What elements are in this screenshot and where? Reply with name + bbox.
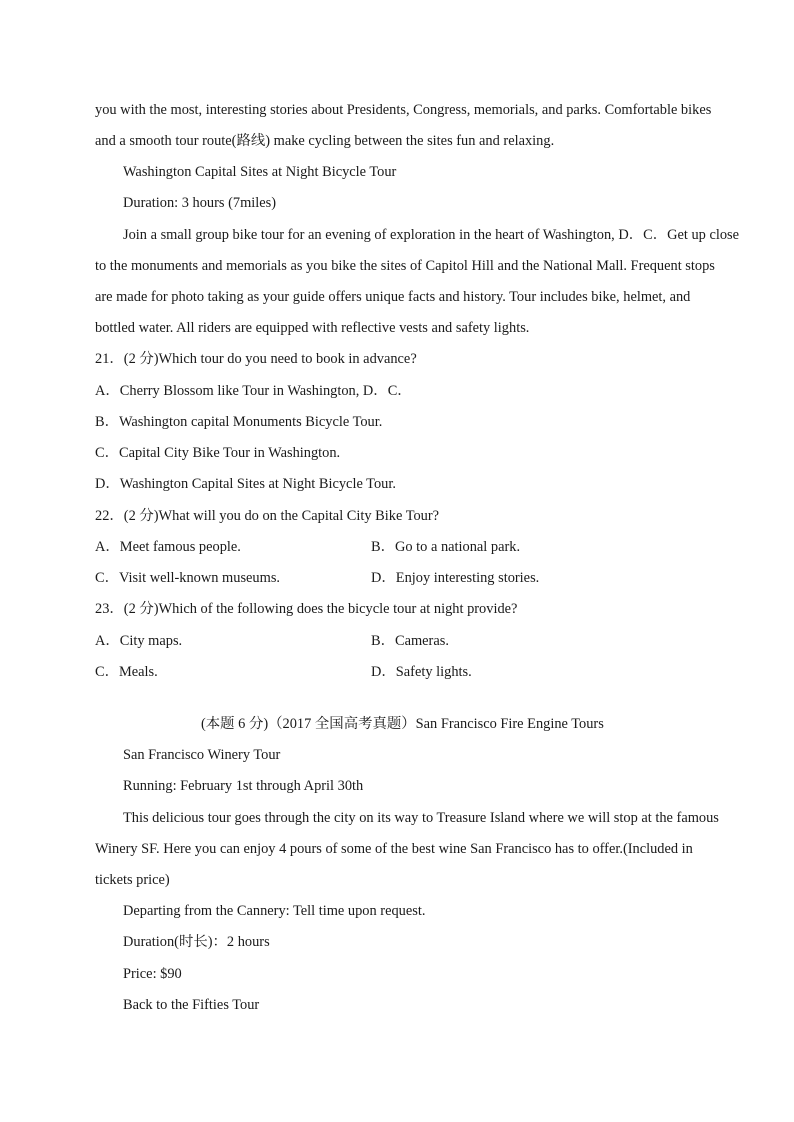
section-heading: (本题 6 分)（2017 全国高考真题）San Francisco Fire Engine Tours — [201, 716, 604, 732]
passage-text-line: This delicious tour goes through the city on its way to Treasure Island where we will stop at the famous — [123, 810, 719, 826]
question-stem: 22．(2 分)What will you do on the Capital City Bike Tour? — [95, 508, 440, 524]
passage-text-line: Join a small group bike tour for an evening of exploration in the heart of Washington, D．C．Get up close — [123, 227, 740, 243]
tour-price: Price: $90 — [123, 966, 182, 982]
answer-option: B．Go to a national park. — [371, 539, 521, 555]
passage-text-line: bottled water. All riders are equipped with reflective vests and safety lights. — [95, 320, 530, 336]
passage-text-line: and a smooth tour route(路线) make cycling between the sites fun and relaxing. — [95, 133, 555, 149]
answer-option: A．City maps. — [95, 633, 183, 649]
passage-text-line: tickets price) — [95, 872, 170, 888]
tour-title: Washington Capital Sites at Night Bicycle Tour — [123, 164, 397, 180]
answer-option: B．Cameras. — [371, 633, 449, 649]
answer-option: C．Meals. — [95, 664, 158, 680]
tour-title: San Francisco Winery Tour — [123, 747, 281, 763]
answer-option: B．Washington capital Monuments Bicycle Tour. — [95, 414, 383, 430]
question-stem: 23．(2 分)Which of the following does the bicycle tour at night provide? — [95, 601, 518, 617]
passage-text-line: you with the most, interesting stories about Presidents, Congress, memorials, and parks. Comfortable bikes — [95, 102, 712, 118]
passage-text-line: to the monuments and memorials as you bike the sites of Capitol Hill and the National Mall. Frequent stops — [95, 258, 715, 274]
answer-option: C．Capital City Bike Tour in Washington. — [95, 445, 341, 461]
tour-duration: Duration(时长)：2 hours — [123, 934, 270, 950]
tour-title: Back to the Fifties Tour — [123, 997, 260, 1013]
passage-text-line: Winery SF. Here you can enjoy 4 pours of some of the best wine San Francisco has to offer.(Included in — [95, 841, 693, 857]
answer-option: A．Cherry Blossom like Tour in Washington, D．C． — [95, 383, 412, 399]
tour-departure: Departing from the Cannery: Tell time upon request. — [123, 903, 426, 919]
answer-option: D．Washington Capital Sites at Night Bicycle Tour. — [95, 476, 396, 492]
question-stem: 21．(2 分)Which tour do you need to book in advance? — [95, 351, 417, 367]
answer-option: A．Meet famous people. — [95, 539, 241, 555]
tour-duration: Duration: 3 hours (7miles) — [123, 195, 277, 211]
passage-text-line: are made for photo taking as your guide offers unique facts and history. Tour includes bike, helmet, and — [95, 289, 691, 305]
answer-option: C．Visit well-known museums. — [95, 570, 281, 586]
answer-option: D．Safety lights. — [371, 664, 472, 680]
tour-running-dates: Running: February 1st through April 30th — [123, 778, 364, 794]
answer-option: D．Enjoy interesting stories. — [371, 570, 540, 586]
